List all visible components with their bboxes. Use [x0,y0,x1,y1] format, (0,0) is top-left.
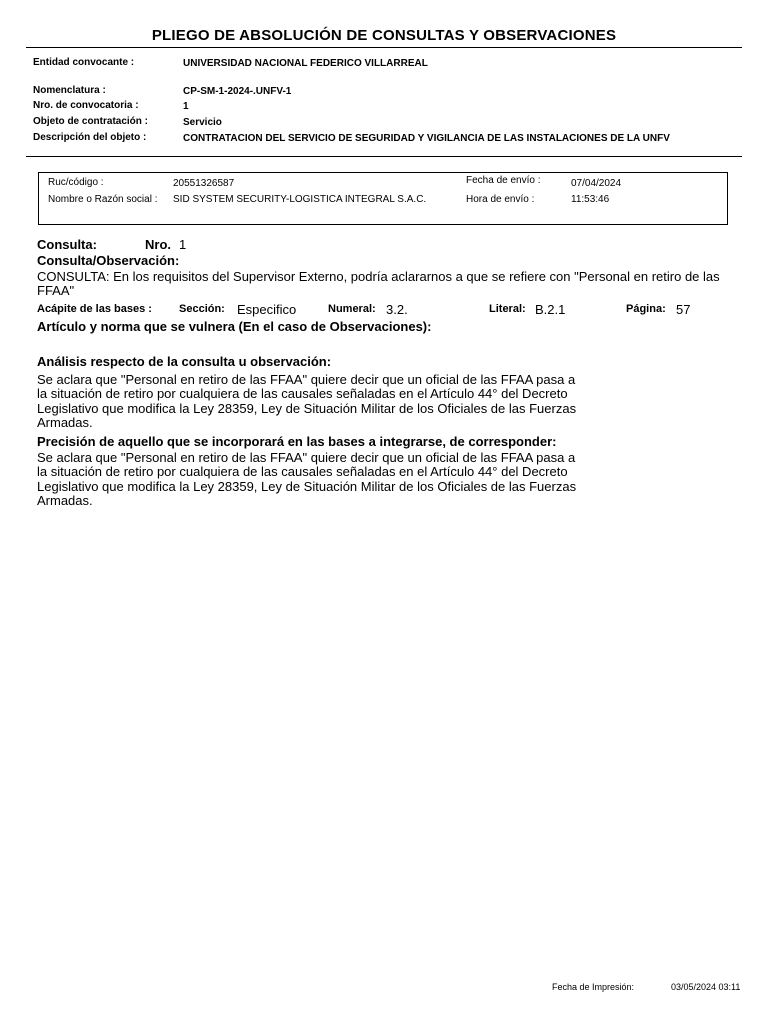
descripcion-label: Descripción del objeto : [33,132,147,143]
header-bottom-divider [26,156,742,157]
seccion-label: Sección: [179,303,225,315]
fecha-envio-label: Fecha de envío : [466,175,541,186]
objeto-value: Servicio [183,117,222,128]
hora-envio-value: 11:53:46 [571,194,610,205]
acapite-label: Acápite de las bases : [37,303,152,315]
analisis-line: Armadas. [37,415,93,430]
fecha-envio-value: 07/04/2024 [571,178,622,189]
header-top-divider [26,47,742,48]
precision-line: Se aclara que "Personal en retiro de las FFAA" quiere decir que un oficial de las FFAA pasa a [37,450,576,465]
observacion-text-line-1: CONSULTA: En los requisitos del Supervisor Externo, podría aclararnos a que se refiere con "Personal en retiro de las [37,269,720,284]
seccion-value: Especifico [237,302,297,317]
ruc-label: Ruc/código : [48,177,104,188]
precision-line: Armadas. [37,493,93,508]
analisis-line: Legislativo que modifica la Ley 28359, Ley de Situación Militar de los Oficiales de las Fuerzas [37,401,577,416]
convocatoria-value: 1 [183,101,189,112]
literal-label: Literal: [489,303,526,315]
descripcion-value: CONTRATACION DEL SERVICIO DE SEGURIDAD Y VIGILANCIA DE LAS INSTALACIONES DE LA UNFV [183,133,670,144]
precision-line: Legislativo que modifica la Ley 28359, Ley de Situación Militar de los Oficiales de las Fuerzas [37,479,577,494]
entidad-value: UNIVERSIDAD NACIONAL FEDERICO VILLARREAL [183,58,428,69]
page-title: PLIEGO DE ABSOLUCIÓN DE CONSULTAS Y OBSERVACIONES [151,27,617,44]
numeral-label: Numeral: [328,303,376,315]
nombre-label: Nombre o Razón social : [48,194,158,205]
nro-value: 1 [179,237,187,252]
literal-value: B.2.1 [535,302,566,317]
entidad-label: Entidad convocante : [33,57,135,68]
nombre-value: SID SYSTEM SECURITY-LOGISTICA INTEGRAL S.A.C. [173,194,427,205]
consulta-label: Consulta: [37,237,97,252]
observacion-text-line-2: FFAA" [37,283,75,298]
precision-label: Precisión de aquello que se incorporará en las bases a integrarse, de corresponder: [37,434,557,449]
analisis-line: la situación de retiro por cualquiera de las causales señaladas en el Artículo 44° del Decreto [37,386,568,401]
observacion-label: Consulta/Observación: [37,253,180,268]
analisis-line: Se aclara que "Personal en retiro de las FFAA" quiere decir que un oficial de las FFAA pasa a [37,372,576,387]
precision-line: la situación de retiro por cualquiera de las causales señaladas en el Artículo 44° del Decreto [37,464,568,479]
analisis-label: Análisis respecto de la consulta u observación: [37,354,332,369]
convocatoria-label: Nro. de convocatoria : [33,100,139,111]
ruc-value: 20551326587 [173,178,235,189]
pagina-value: 57 [676,302,691,317]
nro-label: Nro. [145,237,171,252]
hora-envio-label: Hora de envío : [466,194,535,205]
impresion-value: 03/05/2024 03:11 [671,982,741,992]
articulo-label: Artículo y norma que se vulnera (En el caso de Observaciones): [37,319,432,334]
impresion-label: Fecha de Impresión: [552,982,635,992]
nomenclatura-value: CP-SM-1-2024-.UNFV-1 [183,86,292,97]
objeto-label: Objeto de contratación : [33,116,149,127]
nomenclatura-label: Nomenclatura : [33,85,106,96]
numeral-value: 3.2. [386,302,408,317]
pagina-label: Página: [626,303,666,315]
